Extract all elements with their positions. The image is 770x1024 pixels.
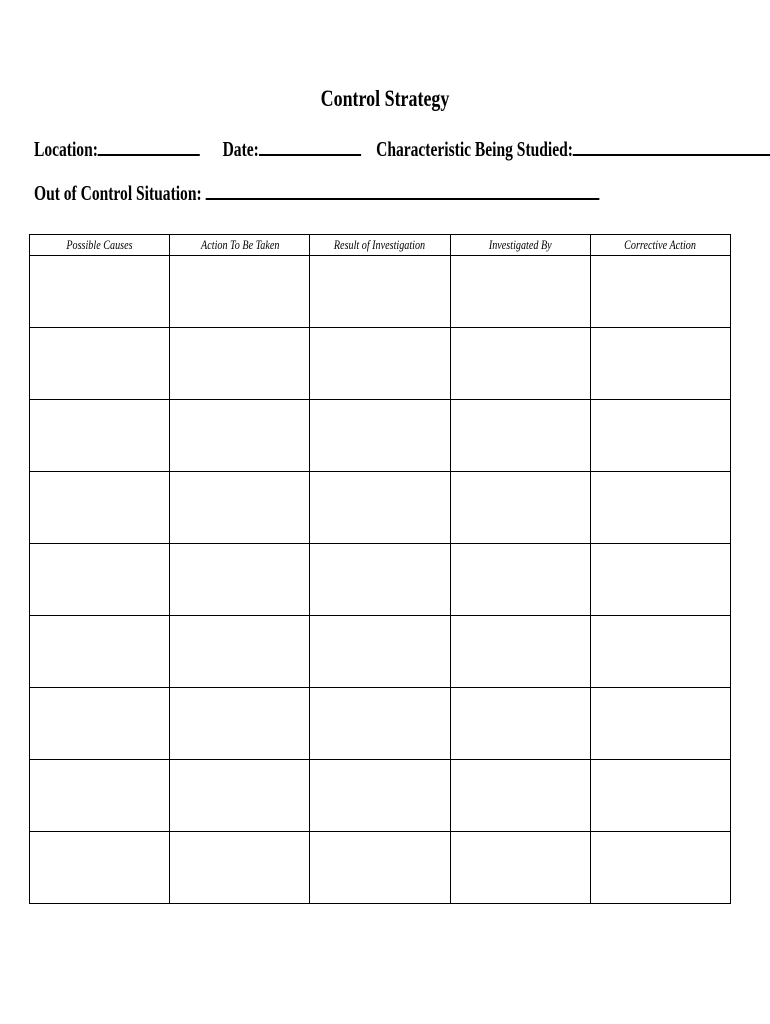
table-cell[interactable] [170,400,310,472]
table-body [30,256,731,904]
table-cell[interactable] [450,544,590,616]
table-cell[interactable] [450,256,590,328]
table-cell[interactable] [450,760,590,832]
table-cell[interactable] [590,832,730,904]
table-cell[interactable] [310,472,450,544]
table-cell[interactable] [450,472,590,544]
table-cell[interactable] [30,328,170,400]
table-row [30,832,731,904]
table-cell[interactable] [170,832,310,904]
column-header-possible-causes: Possible Causes [30,235,170,256]
table-cell[interactable] [310,328,450,400]
characteristic-field[interactable] [573,136,770,156]
table-cell[interactable] [30,256,170,328]
table-cell[interactable] [30,544,170,616]
table-header-row [30,235,731,256]
out-of-control-label: Out of Control Situation: [34,181,202,205]
column-header-action-to-be-taken: Action To Be Taken [170,235,310,256]
table-cell[interactable] [310,832,450,904]
date-field[interactable] [259,136,361,156]
column-header-corrective-action: Corrective Action [590,235,730,256]
table-cell[interactable] [590,256,730,328]
table-cell[interactable] [30,760,170,832]
table-cell[interactable] [450,400,590,472]
table-row [30,544,731,616]
table-cell[interactable] [590,400,730,472]
table-row [30,688,731,760]
characteristic-label: Characteristic Being Studied: [376,137,573,161]
out-of-control-row [34,180,599,206]
table-cell[interactable] [170,328,310,400]
table-cell[interactable] [30,688,170,760]
table-row [30,256,731,328]
page-title: Control Strategy [320,86,450,111]
table-row [30,616,731,688]
table-cell[interactable] [310,616,450,688]
table-row [30,760,731,832]
table-cell[interactable] [590,544,730,616]
table-cell[interactable] [30,832,170,904]
table-cell[interactable] [590,328,730,400]
table-cell[interactable] [170,616,310,688]
table-row [30,400,731,472]
location-field[interactable] [98,136,200,156]
column-header-result-of-investigation: Result of Investigation [310,235,450,256]
table-cell[interactable] [590,472,730,544]
table-cell[interactable] [170,688,310,760]
table-cell[interactable] [30,400,170,472]
table-cell[interactable] [590,616,730,688]
table-cell[interactable] [170,760,310,832]
table-cell[interactable] [310,544,450,616]
table-row [30,472,731,544]
table-cell[interactable] [170,544,310,616]
header-fields-row [34,136,770,162]
table-cell[interactable] [170,256,310,328]
table-cell[interactable] [310,688,450,760]
table-cell[interactable] [590,688,730,760]
control-strategy-table [29,234,731,904]
table-cell[interactable] [450,616,590,688]
location-label: Location: [34,137,98,161]
table-cell[interactable] [30,616,170,688]
date-label: Date: [222,137,259,161]
table-cell[interactable] [450,688,590,760]
table-cell[interactable] [310,256,450,328]
out-of-control-field[interactable] [206,180,600,200]
table-cell[interactable] [170,472,310,544]
table-cell[interactable] [450,328,590,400]
table-cell[interactable] [590,760,730,832]
table-cell[interactable] [310,760,450,832]
table-cell[interactable] [310,400,450,472]
table-cell[interactable] [30,472,170,544]
table-row [30,328,731,400]
table-cell[interactable] [450,832,590,904]
column-header-investigated-by: Investigated By [450,235,590,256]
